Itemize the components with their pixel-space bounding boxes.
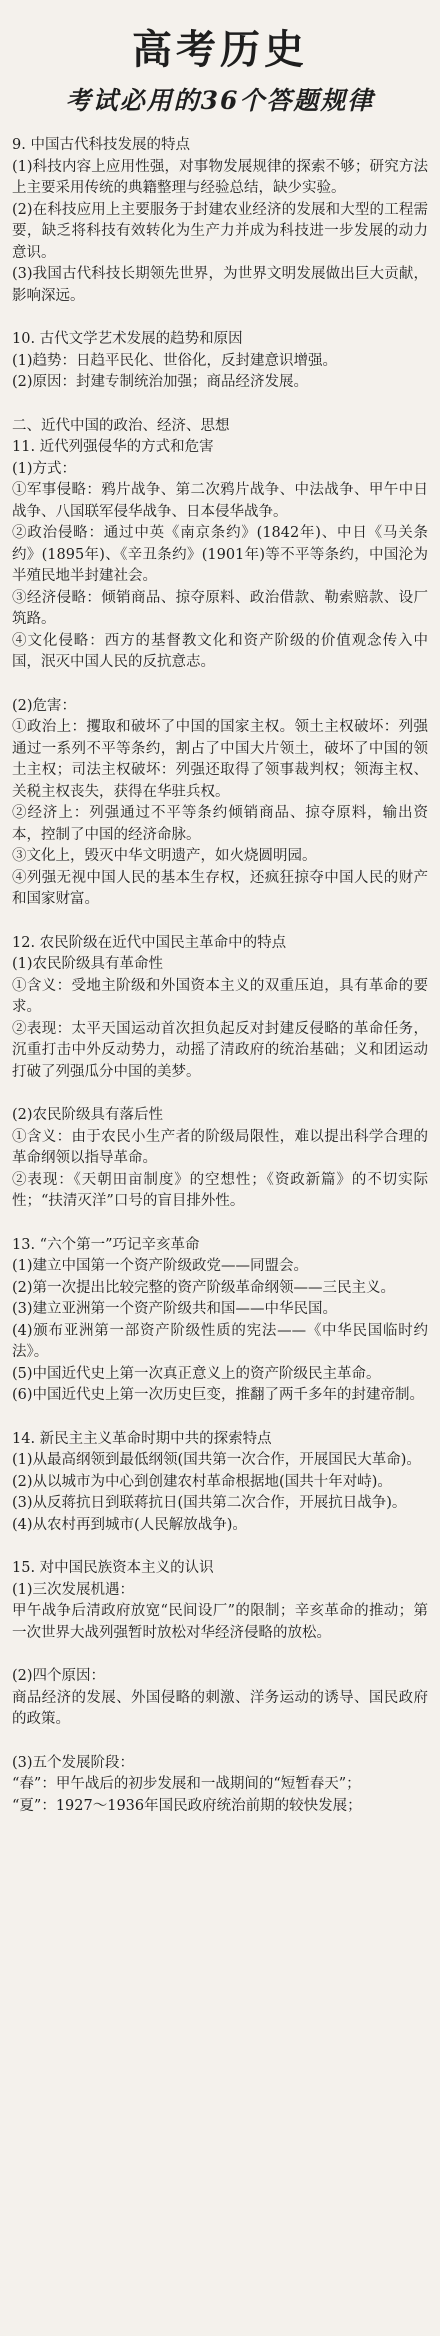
text-line: “夏”：1927～1936年国民政府统治前期的较快发展； bbox=[12, 1797, 362, 1814]
content-section bbox=[12, 1429, 428, 1537]
text-line: (5)中国近代史上第一次真正意义上的资产阶级民主革命。 bbox=[12, 1365, 381, 1382]
content-section bbox=[12, 1235, 428, 1407]
text-line: (1)农民阶级具有革命性 bbox=[12, 956, 164, 972]
section-heading: (2)四个原因： bbox=[12, 1668, 106, 1684]
content-section bbox=[12, 1558, 428, 1644]
content-section bbox=[12, 329, 428, 394]
content-section bbox=[12, 933, 428, 1084]
text-line: (1)趋势：日趋平民化、世俗化，反封建意识增强。 bbox=[12, 352, 338, 369]
section-heading: 9. 中国古代科技发展的特点 bbox=[12, 137, 190, 153]
text-line: (2)原因：封建专制统治加强；商品经济发展。 bbox=[12, 374, 309, 390]
text-line: “春”：甲午战后的初步发展和一战期间的“短暂春天”； bbox=[12, 1776, 361, 1792]
content-section bbox=[12, 416, 428, 674]
text-line: (1)三次发展机遇： bbox=[12, 1581, 135, 1598]
content-section bbox=[12, 1666, 428, 1731]
page-title: 高考历史 bbox=[132, 26, 308, 73]
text-line: ④文化侵略：西方的基督教文化和资产阶级的价值观念传入中国，泯灭中国人民的反抗意志。 bbox=[12, 632, 428, 670]
text-line: (3)建立亚洲第一个资产阶级共和国——中华民国。 bbox=[12, 1301, 338, 1317]
text-line: (1)从最高纲领到最低纲领(国共第一次合作，开展国民大革命)。 bbox=[12, 1452, 421, 1468]
text-line: (3)从反蒋抗日到联蒋抗日(国共第二次合作，开展抗日战争)。 bbox=[12, 1495, 407, 1511]
text-line: (4)颁布亚洲第一部资产阶级性质的宪法——《中华民国临时约法》。 bbox=[12, 1322, 428, 1360]
text-line: ①含义：由于农民小生产者的阶级局限性，难以提出科学合理的革命纲领以指导革命。 bbox=[12, 1128, 428, 1166]
text-line: ①军事侵略：鸦片战争、第二次鸦片战争、中法战争、甲午中日战争、八国联军侵华战争、日本侵华战争。 bbox=[12, 482, 428, 520]
section-heading: 15. 对中国民族资本主义的认识 bbox=[12, 1560, 214, 1576]
text-line: (6)中国近代史上第一次历史巨变，推翻了两千多年的封建帝制。 bbox=[12, 1387, 425, 1403]
text-line: 商品经济的发展、外国侵略的刺激、洋务运动的诱导、国民政府的政策。 bbox=[12, 1689, 428, 1727]
document-body bbox=[12, 135, 428, 1817]
content-section bbox=[12, 696, 428, 911]
text-line: ③经济侵略：倾销商品、掠夺原料、政治借款、勒索赔款、设厂筑路。 bbox=[12, 589, 428, 627]
content-section bbox=[12, 1753, 428, 1818]
content-section bbox=[12, 1105, 428, 1213]
section-heading: (3)五个发展阶段： bbox=[12, 1754, 135, 1771]
text-line: ①政治上：攫取和破坏了中国的国家主权。领土主权破坏：列强通过一系列不平等条约，割占了中国大片领土，破坏了中国的领土主权；司法主权破坏：列强还取得了领事裁判权；领海主权、关税主权丧失，获得在华驻兵权。 bbox=[12, 719, 428, 800]
text-line: (3)我国古代科技长期领先世界，为世界文明发展做出巨大贡献，影响深远。 bbox=[12, 266, 428, 304]
text-line: (4)从农村再到城市(人民解放战争)。 bbox=[12, 1516, 247, 1533]
content-section bbox=[12, 135, 428, 307]
text-line: ④列强无视中国人民的基本生存权，还疯狂掠夺中国人民的财产和国家财富。 bbox=[12, 869, 428, 907]
text-line: ②表现：太平天国运动首次担负起反对封建反侵略的革命任务，沉重打击中外反动势力，动摇了清政府的统治基础；义和团运动打破了列强瓜分中国的美梦。 bbox=[12, 1020, 428, 1080]
text-line: ③文化上，毁灭中华文明遗产，如火烧圆明园。 bbox=[12, 848, 317, 864]
section-heading: 10. 古代文学艺术发展的趋势和原因 bbox=[12, 331, 243, 347]
text-line: ①含义：受地主阶级和外国资本主义的双重压迫，具有革命的要求。 bbox=[12, 977, 428, 1015]
text-line: (2)从以城市为中心到创建农村革命根据地(国共十年对峙)。 bbox=[12, 1473, 392, 1490]
section-heading: 12. 农民阶级在近代中国民主革命中的特点 bbox=[12, 934, 287, 951]
text-line: 甲午战争后清政府放宽“民间设厂”的限制；辛亥革命的推动；第一次世界大战列强暂时放松对华经济侵略的放松。 bbox=[12, 1603, 428, 1641]
text-line: (1)方式： bbox=[12, 460, 77, 477]
section-heading: (2)农民阶级具有落后性 bbox=[12, 1107, 164, 1123]
text-line: (1)建立中国第一个资产阶级政党——同盟会。 bbox=[12, 1258, 309, 1274]
text-line: (2)第一次提出比较完整的资产阶级革命纲领——三民主义。 bbox=[12, 1279, 396, 1296]
text-line: ②经济上：列强通过不平等条约倾销商品、掠夺原料，输出资本，控制了中国的经济命脉。 bbox=[12, 805, 428, 843]
section-heading: 二、近代中国的政治、经济、思想 bbox=[12, 417, 230, 434]
text-line: ②政治侵略：通过中英《南京条约》(1842年)、中日《马关条约》(1895年)、《辛丑条约》(1901年)等不平等条约，中国沦为半殖民地半封建社会。 bbox=[12, 525, 428, 584]
section-heading: 13. “六个第一”巧记辛亥革命 bbox=[12, 1236, 200, 1253]
text-line: 11. 近代列强侵华的方式和危害 bbox=[12, 439, 214, 455]
text-line: (2)在科技应用上主要服务于封建农业经济的发展和大型的工程需要，缺乏将科技有效转化为生产力并成为科技进一步发展的动力意识。 bbox=[12, 201, 428, 261]
text-line: ②表现：《天朝田亩制度》的空想性；《资政新篇》的不切实际性；“扶清灭洋”口号的盲目排外性。 bbox=[12, 1171, 428, 1209]
section-heading: (2)危害： bbox=[12, 697, 77, 714]
text-line: (1)科技内容上应用性强，对事物发展规律的探索不够；研究方法上主要采用传统的典籍整理与经验总结，缺少实验。 bbox=[12, 158, 428, 196]
section-heading: 14. 新民主主义革命时期中共的探索特点 bbox=[12, 1430, 272, 1447]
page-subtitle: 考试必用的36个答题规律 bbox=[65, 86, 375, 115]
